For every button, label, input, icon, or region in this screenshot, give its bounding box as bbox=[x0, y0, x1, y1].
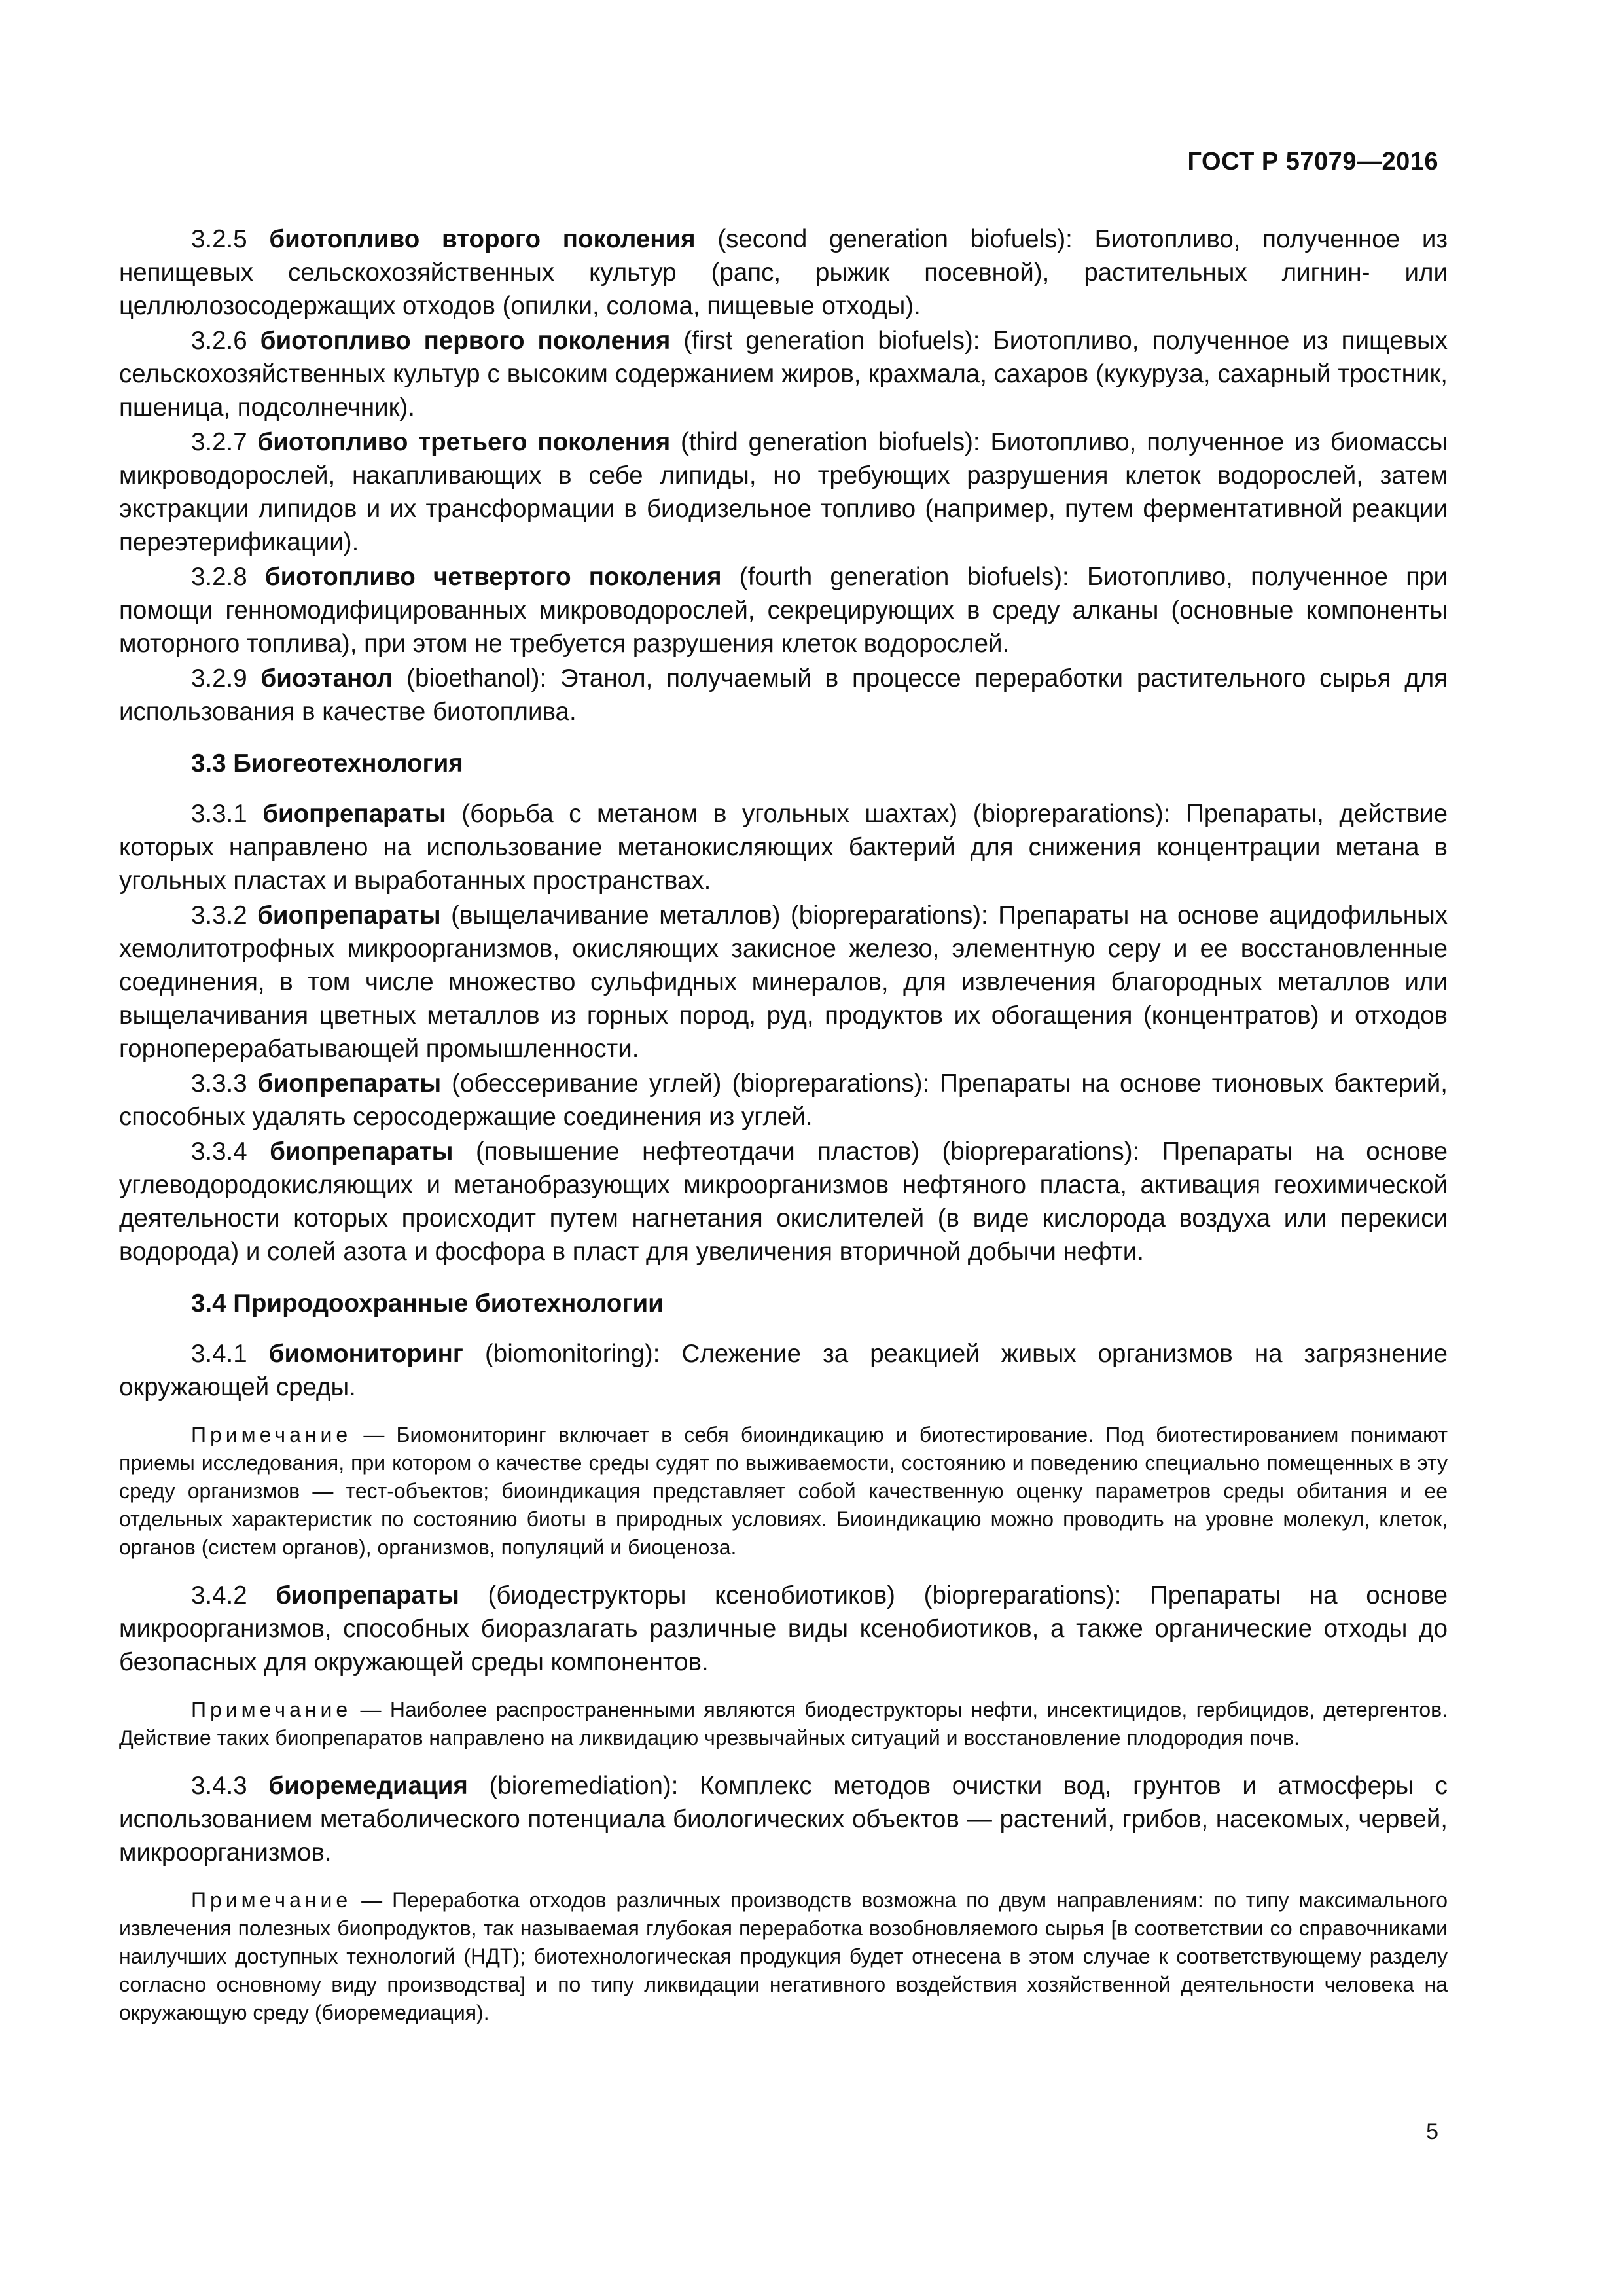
term-entry-3-2-5 bbox=[119, 223, 1448, 323]
term-definition: Препараты на основе микроорганизмов, способных биоразлагать различные виды ксенобиотиков, а также органические отходы до безопасных для окружающей среды компонентов. bbox=[119, 1581, 1448, 1676]
term-english: (bioremediation): bbox=[467, 1772, 700, 1800]
term-name: биопрепараты bbox=[257, 901, 441, 929]
term-english: (биодеструкторы ксенобиотиков) (biopreparations): bbox=[459, 1581, 1150, 1609]
section-heading-3-4: 3.4 Природоохранные биотехнологии bbox=[191, 1289, 664, 1318]
term-english: (first generation biofuels): bbox=[670, 327, 993, 355]
term-number: 3.3.1 bbox=[191, 800, 263, 828]
term-english: (biomonitoring): bbox=[463, 1340, 682, 1368]
term-number: 3.2.8 bbox=[191, 563, 265, 591]
term-number: 3.3.2 bbox=[191, 901, 258, 929]
term-english: (обессеривание углей) (biopreparations): bbox=[441, 1069, 940, 1098]
term-definition: Биотопливо, полученное из непищевых сельскохозяйственных культур (рапс, рыжик посевной), растительных лигнин- или целлюлозосодержащих отходов (опилки, солома, пищевые отходы). bbox=[119, 225, 1448, 320]
term-name: биомониторинг bbox=[268, 1340, 463, 1368]
term-number: 3.3.3 bbox=[191, 1069, 258, 1098]
term-definition: Препараты, действие которых направлено на использование метанокисляющих бактерий для снижения концентрации метана в угольных пластах и выработанных пространствах. bbox=[119, 800, 1448, 895]
term-entry-3-3-2 bbox=[119, 899, 1448, 1066]
note-label: Примечание bbox=[191, 1423, 352, 1446]
term-definition: Препараты на основе тионовых бактерий, способных удалять серосодержащие соединения из углей. bbox=[119, 1069, 1448, 1131]
term-definition: Слежение за реакцией живых организмов на загрязнение окружающей среды. bbox=[119, 1340, 1448, 1401]
term-definition: Препараты на основе углеводородокисляющих и метанобразующих микроорганизмов нефтяного пласта, активация геохимической деятельности которых происходит путем нагнетания окислителей (в виде кислорода воздуха или перекиси водорода) и солей азота и фосфора в пласт для увеличения вторичной добычи нефти. bbox=[119, 1138, 1448, 1266]
term-entry-3-3-1 bbox=[119, 797, 1448, 897]
page-number: 5 bbox=[1426, 2119, 1438, 2144]
term-english: (bioethanol): bbox=[393, 664, 561, 692]
term-name: биопрепараты bbox=[262, 800, 446, 828]
term-definition: Биотопливо, полученное из биомассы микроводорослей, накапливающих в себе липиды, но требующих разрушения клеток водорослей, затем экстракции липидов и их трансформации в биодизельное топливо (например, путем ферментативной реакции переэтерификации). bbox=[119, 428, 1448, 556]
term-name: биопрепараты bbox=[257, 1069, 442, 1098]
term-entry-3-4-3 bbox=[119, 1769, 1448, 1869]
term-number: 3.2.5 bbox=[191, 225, 270, 253]
note-3-4-2 bbox=[119, 1696, 1448, 1752]
page-content bbox=[119, 223, 1448, 2044]
term-number: 3.3.4 bbox=[191, 1138, 270, 1166]
note-label: Примечание bbox=[191, 1888, 352, 1912]
term-english: (повышение нефтеотдачи пластов) (biopreparations): bbox=[453, 1138, 1162, 1166]
term-definition: Комплекс методов очистки вод, грунтов и атмосферы с использованием метаболического потенциала биологических объектов — растений, грибов, насекомых, червей, микроорганизмов. bbox=[119, 1772, 1448, 1867]
term-name: биопрепараты bbox=[276, 1581, 459, 1609]
note-3-4-3 bbox=[119, 1886, 1448, 2027]
term-definition: Биотопливо, полученное при помощи генномодифицированных микроводорослей, секрецирующих в среду алканы (основные компоненты моторного топлива), при этом не требуется разрушения клеток водорослей. bbox=[119, 563, 1448, 658]
term-english: (выщелачивание металлов) (biopreparations): bbox=[440, 901, 999, 929]
note-label: Примечание bbox=[191, 1698, 352, 1721]
term-entry-3-3-3 bbox=[119, 1067, 1448, 1134]
term-name: биоэтанол bbox=[260, 664, 393, 692]
note-text: — Переработка отходов различных производств возможна по двум направлениям: по типу максимального извлечения полезных биопродуктов, так называемая глубокая переработка возобновляемого сырья [в соответствии со справочниками наилучших доступных технологий (НДТ); биотехнологическая продукция будет отнесена в этом случае к соответствующему разделу согласно основному виду производства] и по типу ликвидации негативного воздействия хозяйственной деятельности человека на окружающую среду (биоремедиация). bbox=[119, 1888, 1448, 2024]
section-heading-3-3: 3.3 Биогеотехнология bbox=[191, 749, 463, 778]
term-entry-3-3-4 bbox=[119, 1135, 1448, 1268]
term-name: биотопливо четвертого поколения bbox=[264, 563, 722, 591]
note-text: — Биомониторинг включает в себя биоиндикацию и биотестирование. Под биотестированием понимают приемы исследования, при котором о качестве среды судят по выживаемости, состоянию и поведению специально помещенных в эту среду организмов — тест-объектов; биоиндикация представляет собой качественную оценку параметров среды обитания и ее отдельных характеристик по состоянию биоты в природных условиях. Биоиндикацию можно проводить на уровне молекул, клеток, органов (систем органов), организмов, популяций и биоценоза. bbox=[119, 1423, 1448, 1559]
term-english: (fourth generation biofuels): bbox=[721, 563, 1087, 591]
term-entry-3-2-7 bbox=[119, 425, 1448, 559]
term-entry-3-4-2 bbox=[119, 1579, 1448, 1679]
note-text: — Наиболее распространенными являются биодеструкторы нефти, инсектицидов, гербицидов, детергентов. Действие таких биопрепаратов направлено на ликвидацию чрезвычайных ситуаций и восстановление плодородия почв. bbox=[119, 1698, 1448, 1749]
term-entry-3-2-6 bbox=[119, 324, 1448, 424]
term-definition: Препараты на основе ацидофильных хемолитотрофных микроорганизмов, окисляющих закисное железо, элементную серу и ее восстановленные соединения, в том числе множество сульфидных минералов, для извлечения благородных металлов или выщелачивания цветных металлов из горных пород, руд, продуктов их обогащения (концентратов) и отходов горноперерабатывающей промышленности. bbox=[119, 901, 1448, 1063]
term-number: 3.2.9 bbox=[191, 664, 261, 692]
term-name: биотопливо первого поколения bbox=[260, 327, 671, 355]
term-entry-3-2-9 bbox=[119, 662, 1448, 728]
term-entry-3-2-8 bbox=[119, 560, 1448, 660]
term-english: (second generation biofuels): bbox=[695, 225, 1095, 253]
term-number: 3.4.2 bbox=[191, 1581, 276, 1609]
term-name: биотопливо третьего поколения bbox=[257, 428, 671, 456]
term-name: биопрепараты bbox=[270, 1138, 454, 1166]
term-name: биотопливо второго поколения bbox=[269, 225, 696, 253]
term-definition: Этанол, получаемый в процессе переработки растительного сырья для использования в качестве биотоплива. bbox=[119, 664, 1448, 726]
term-number: 3.4.1 bbox=[191, 1340, 269, 1368]
term-number: 3.4.3 bbox=[191, 1772, 269, 1800]
document-id-header: ГОСТ Р 57079—2016 bbox=[1187, 148, 1438, 175]
term-english: (third generation biofuels): bbox=[670, 428, 991, 456]
term-entry-3-4-1 bbox=[119, 1337, 1448, 1404]
term-number: 3.2.6 bbox=[191, 327, 260, 355]
term-english: (борьба с метаном в угольных шахтах) (biopreparations): bbox=[446, 800, 1186, 828]
term-number: 3.2.7 bbox=[191, 428, 258, 456]
term-name: биоремедиация bbox=[268, 1772, 468, 1800]
note-3-4-1 bbox=[119, 1421, 1448, 1562]
term-definition: Биотопливо, полученное из пищевых сельскохозяйственных культур с высоким содержанием жиров, крахмала, сахаров (кукуруза, сахарный тростник, пшеница, подсолнечник). bbox=[119, 327, 1448, 422]
